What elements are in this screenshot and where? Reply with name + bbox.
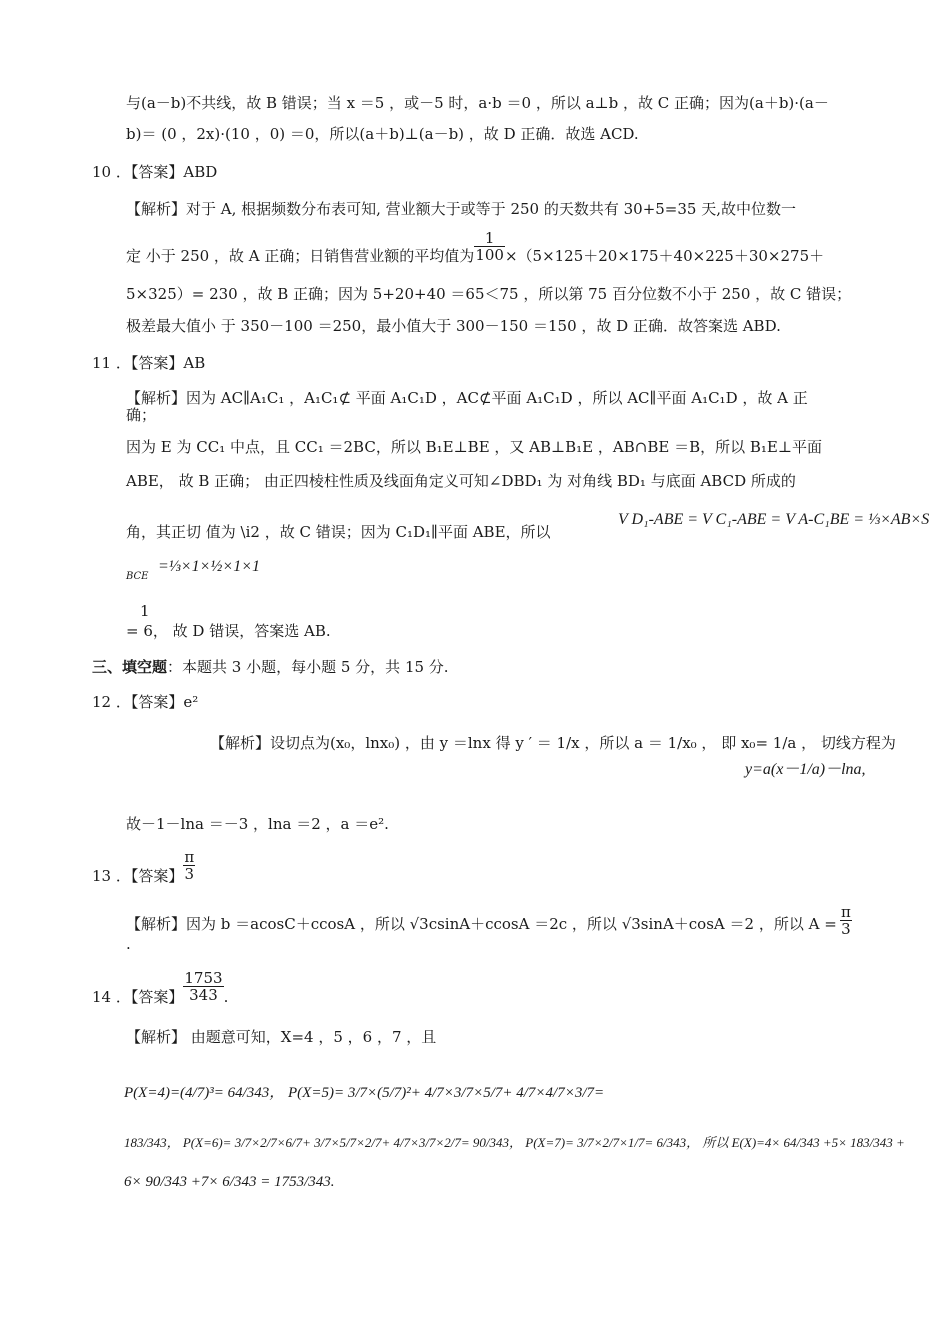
q13-ans-top: π (184, 847, 195, 866)
q11-volume-formula: V D₁-ABE = V C₁-ABE = V A-C₁BE = ⅓×AB×S (618, 511, 930, 528)
q13-ans-bot: 3 (184, 864, 195, 883)
q14-line1: 【解析】 由题意可知，X=4 ，5 ，6 ，7 ，且 (126, 1028, 437, 1046)
q11-line6-bot: 6 (143, 622, 153, 640)
q13-number (92, 847, 195, 886)
section-3-title: 三、填空题 (92, 658, 168, 676)
section-3-heading (92, 657, 449, 677)
q10-line1: 【解析】对于 A, 根据频数分布表可知, 营业额大于或等于 250 的天数共有 30+5=35 天,故中位数一 (126, 200, 797, 218)
q10-line2-post: ×（5×125＋20×175＋40×225＋30×275＋ (504, 247, 825, 265)
q11-line4: 角，其正切 值为 \i2 ，故 C 错误；因为 C₁D₁∥平面 ABE，所以 (126, 523, 551, 541)
section-3-desc: ：本题共 3 小题，每小题 5 分，共 15 分. (167, 658, 449, 676)
q13-a-frac (840, 904, 852, 937)
q11-line6-top: 1 (140, 602, 150, 620)
q10-frac-top: 1 (474, 230, 505, 247)
q11-num: 11 ． (92, 354, 131, 372)
q14-line3: 183/343， P(X=6)= 3/7×2/7×6/7+ 3/7×5/7×2/7+ 4/7×3/7×2/7= 90/343， P(X=7)= 3/7×2/7×1/7= 6/343， 所以 E(X)=4× 64/343 +5× 183/343 + (124, 1135, 905, 1150)
q11-sub-bce: BCE (126, 571, 149, 582)
q12-answer: 【答案】e² (130, 693, 199, 711)
q12-line2: 故－1－lna ＝－3 ，lna ＝2 ，a ＝e². (126, 815, 389, 833)
q10-answer: 【答案】ABD (130, 163, 218, 181)
q14-line2: P(X=4)=(4/7)³= 64/343， P(X=5)= 3/7×(5/7)²+ 4/7×3/7×5/7+ 4/7×4/7×3/7= (124, 1085, 605, 1101)
q14-answer: 【答案】 (130, 988, 184, 1006)
q12-line1: 【解析】设切点为(x₀，lnx₀) ，由 y ＝lnx 得 y ′ ＝ 1/x ，所以 a ＝ 1/x₀ ， 即 x₀= 1/a ， 切线方程为 (210, 734, 896, 752)
q11-line1: 【解析】因为 AC∥A₁C₁ ，A₁C₁⊄ 平面 A₁C₁D ，AC⊄平面 A₁C₁D ，所以 AC∥平面 A₁C₁D ，故 A 正 (126, 389, 808, 407)
q14-ans-top: 1753 (184, 968, 223, 987)
q11-line1b: 确； (126, 406, 157, 424)
q12-num: 12 ． (92, 693, 131, 711)
q10-line2 (126, 228, 825, 266)
q14-line4: 6× 90/343 +7× 6/343 = 1753/343. (124, 1174, 335, 1190)
q13-num: 13 ． (92, 867, 131, 885)
q11-line6-text: ， 故 D 错误，答案选 AB. (152, 622, 331, 640)
q12-line1b: y=a(x－1/a)－lna, (745, 761, 866, 778)
q14-number (92, 968, 229, 1007)
q10-num: 10 ． (92, 163, 131, 181)
q13-answer: 【答案】 (130, 867, 184, 885)
q10-line3: 5×325）= 230 ，故 B 正确；因为 5+20+40 ＝65＜75 ，所以第 75 百分位数不小于 250 ，故 C 错误； (126, 285, 852, 303)
q11-line5: =⅓×1×½×1×1 (158, 558, 260, 575)
q10-frac-bot: 100 (475, 245, 504, 264)
q10-fraction (474, 230, 505, 263)
q14-answer-fraction (183, 970, 223, 1003)
q10-line2-pre: 定 小于 250 ，故 A 正确；日销售营业额的平均值为 (126, 247, 475, 265)
q12-number (92, 692, 198, 712)
q13-answer-fraction (183, 849, 195, 882)
q9-line1: 与(a－b)不共线，故 B 错误；当 x ＝5 ，或－5 时，a·b ＝0 ，所以 a⊥b ，故 C 正确；因为(a＋b)·(a－ (126, 94, 829, 112)
q9-line2: b)＝ (0 ，2x)·(10 ，0) ＝0，所以(a＋b)⊥(a－b) ，故 D 正确．故选 ACD. (126, 125, 639, 143)
q10-number (92, 162, 217, 182)
q13-line1: 【解析】因为 b ＝acosC＋ccosA ，所以 √3csinA＋ccosA ＝2c ，所以 √3sinA＋cosA ＝2 ，所以 A = (126, 915, 837, 933)
q11-line6: = 6， 故 D 错误，答案选 AB. (126, 622, 331, 640)
q11-answer: 【答案】AB (130, 354, 206, 372)
q13-dot: . (126, 935, 131, 953)
q11-number (92, 353, 205, 373)
q13-a-fraction (840, 904, 852, 937)
q13-a-bot: 3 (841, 920, 851, 938)
q11-line2: 因为 E 为 CC₁ 中点，且 CC₁ ＝2BC，所以 B₁E⊥BE ，又 AB⊥B₁E ，AB∩BE ＝B，所以 B₁E⊥平面 (126, 438, 822, 456)
q14-num: 14 ． (92, 988, 131, 1006)
q11-line3: ABE， 故 B 正确； 由正四棱柱性质及线面角定义可知∠DBD₁ 为 对角线 BD₁ 与底面 ABCD 所成的 (126, 472, 796, 490)
q14-ans-dot: . (223, 988, 229, 1006)
q14-ans-bot: 343 (189, 985, 218, 1004)
q13-a-top: π (841, 903, 851, 921)
q10-line4: 极差最大值小 于 350－100 ＝250，最小值大于 300－150 ＝150 ，故 D 正确．故答案选 ABD. (126, 317, 781, 335)
